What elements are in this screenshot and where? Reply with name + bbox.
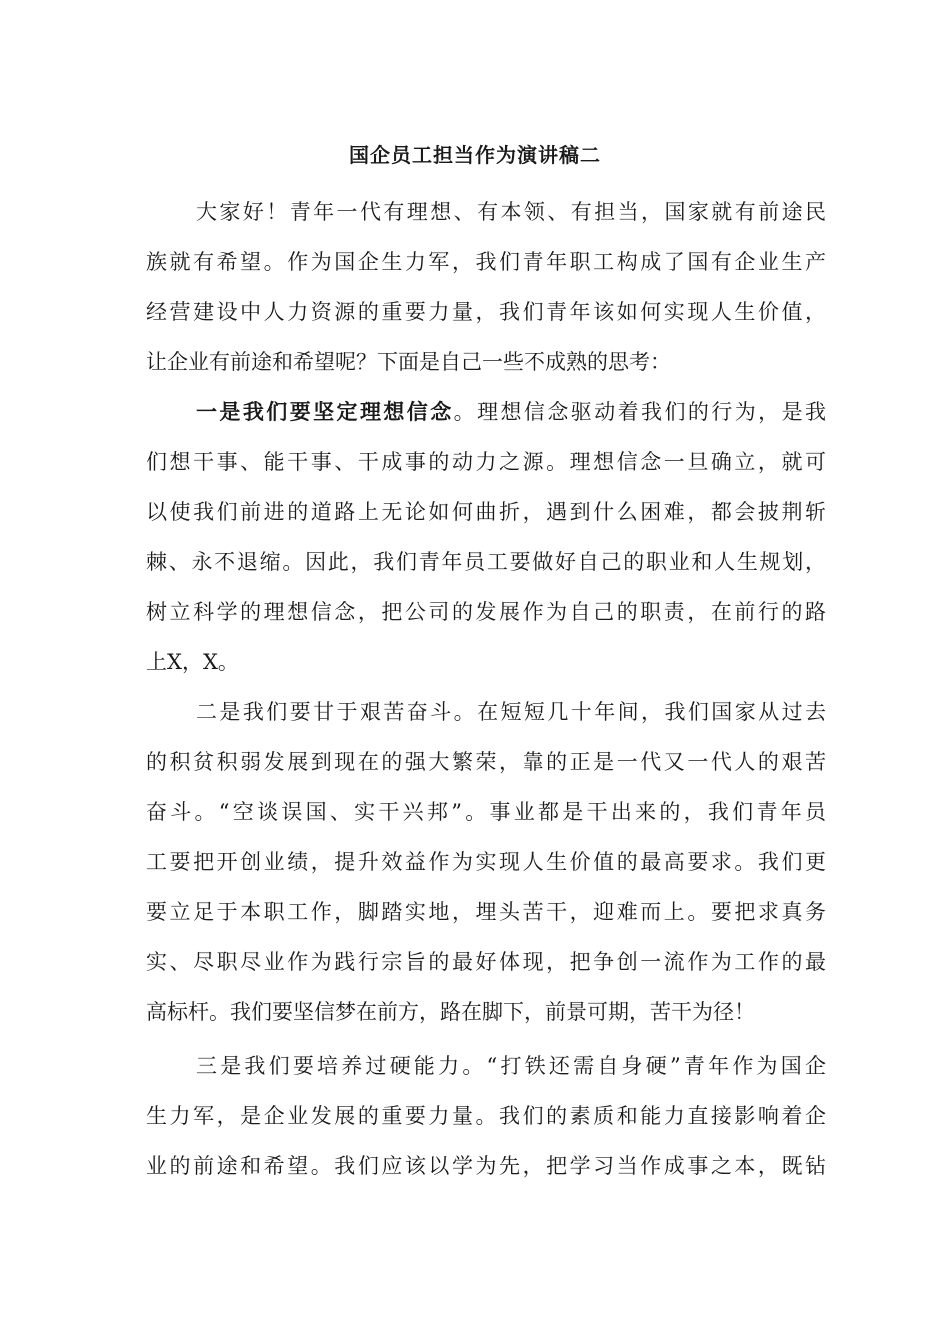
- text-line: 棘、永不退缩。因此，我们青年员工要做好自己的职业和人生规划，: [146, 550, 826, 574]
- text-line: 奋斗。“空谈误国、实干兴邦”。事业都是干出来的，我们青年员: [146, 800, 826, 824]
- text-line: 生力军，是企业发展的重要力量。我们的素质和能力直接影响着企: [146, 1104, 826, 1128]
- text-line: 经营建设中人力资源的重要力量，我们青年该如何实现人生价值，: [146, 300, 826, 324]
- text-line: 以使我们前进的道路上无论如何曲折，遇到什么困难，都会披荆斩: [146, 500, 826, 524]
- point-heading: 一是我们要坚定理想信念: [196, 399, 454, 424]
- text-line: 实、尽职尽业作为践行宗旨的最好体现，把争创一流作为工作的最: [146, 950, 826, 974]
- text-line: 三是我们要培养过硬能力。“打铁还需自身硬”青年作为国企: [196, 1054, 826, 1078]
- text-line: 族就有希望。作为国企生力军，我们青年职工构成了国有企业生产: [146, 250, 826, 274]
- text-line: 大家好！青年一代有理想、有本领、有担当，国家就有前途民: [196, 200, 826, 224]
- text-line: 上X，X。: [146, 650, 239, 674]
- text-line: 业的前途和希望。我们应该以学为先，把学习当作成事之本，既钻: [146, 1154, 826, 1178]
- text-line: 高标杆。我们要坚信梦在前方，路在脚下，前景可期，苦干为径！: [146, 1000, 755, 1024]
- document-title: 国企员工担当作为演讲稿二: [349, 143, 601, 167]
- text-line: 们想干事、能干事、干成事的动力之源。理想信念一旦确立，就可: [146, 450, 826, 474]
- text-line: [196, 397, 826, 427]
- point-text: 。理想信念驱动着我们的行为，是我: [453, 400, 827, 424]
- text-line: 的积贫积弱发展到现在的强大繁荣，靠的正是一代又一代人的艰苦: [146, 750, 826, 774]
- text-line: 二是我们要甘于艰苦奋斗。在短短几十年间，我们国家从过去: [196, 700, 826, 724]
- text-line: 树立科学的理想信念，把公司的发展作为自己的职责，在前行的路: [146, 600, 826, 624]
- text-line: 工要把开创业绩，提升效益作为实现人生价值的最高要求。我们更: [146, 850, 826, 874]
- text-line: 要立足于本职工作，脚踏实地，埋头苦干，迎难而上。要把求真务: [146, 900, 826, 924]
- text-line: 让企业有前途和希望呢？下面是自己一些不成熟的思考：: [146, 350, 671, 374]
